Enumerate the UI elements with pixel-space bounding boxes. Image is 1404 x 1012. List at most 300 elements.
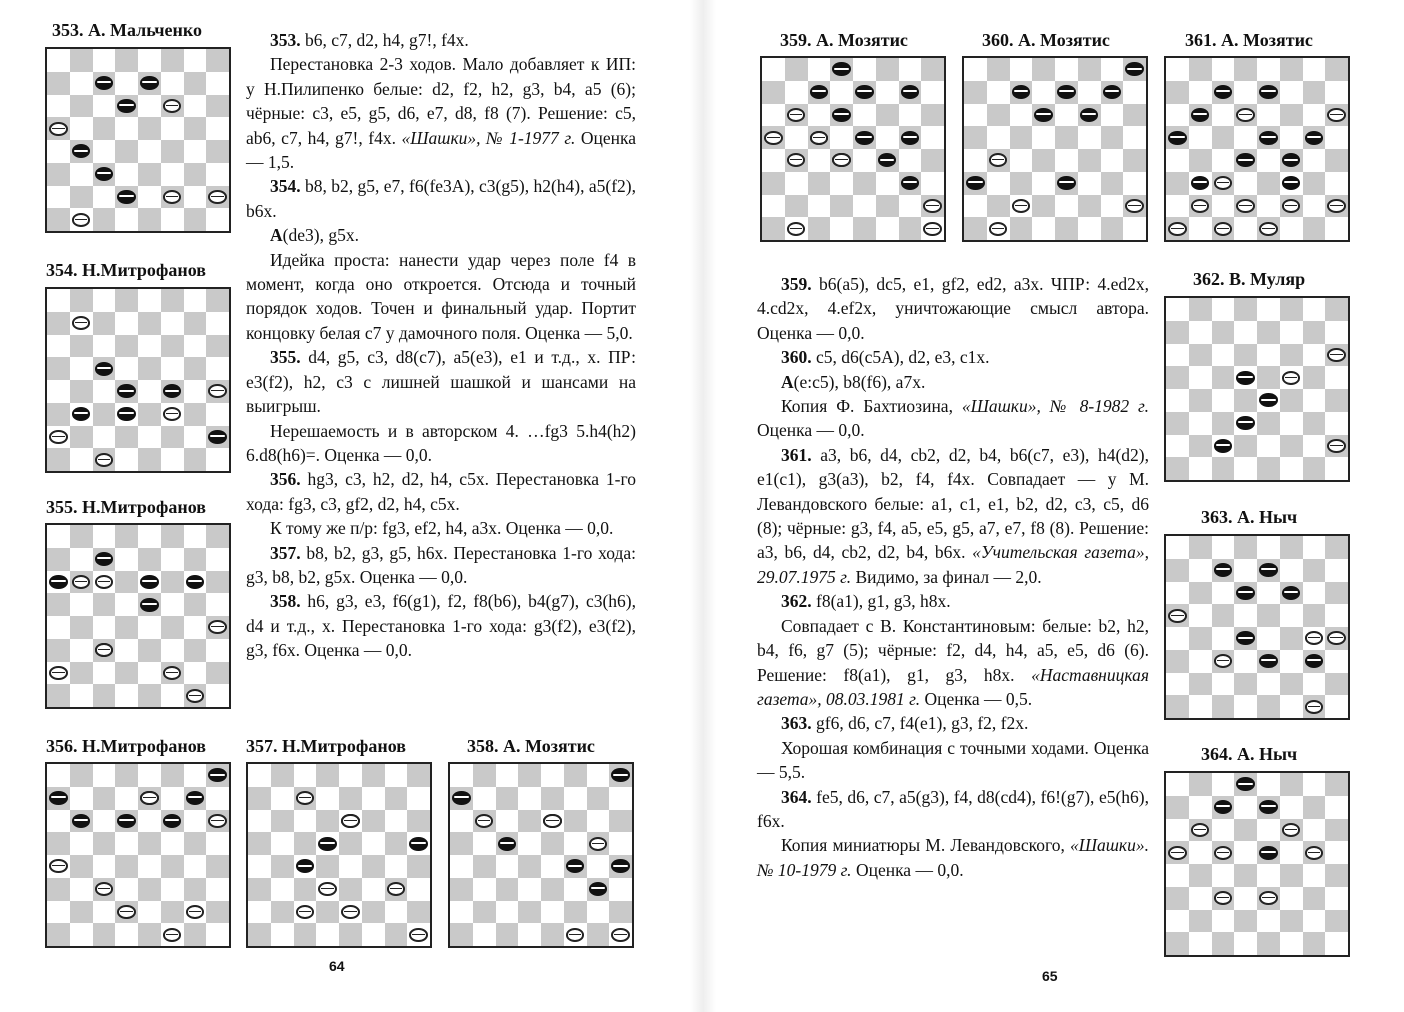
white-checker-piece bbox=[764, 131, 783, 145]
dark-square bbox=[1166, 366, 1189, 389]
dark-square bbox=[1212, 695, 1235, 718]
diagram-title-360: 360. А. Мозятис bbox=[982, 30, 1110, 50]
dark-square bbox=[115, 335, 138, 358]
diagram-title-355: 355. Н.Митрофанов bbox=[46, 497, 207, 517]
white-checker-piece bbox=[1282, 823, 1301, 837]
white-checker-piece bbox=[1305, 631, 1324, 645]
solution-text: b6, c7, d2, h4, g7!, f4х. bbox=[300, 30, 469, 50]
rating-text: Видимо, за финал — 2,0. bbox=[851, 566, 1042, 587]
white-checker-piece bbox=[49, 859, 68, 873]
dark-square bbox=[138, 117, 161, 140]
solution-text: h6, g3, e3, f6(g1), f2, f8(b6), b4(g7), c3(h6), d4 и т.д., х. Перестановка 1-го хода: g3(f2), e3(f2), g3, f6х. Оценка — 0,0. bbox=[246, 591, 636, 661]
dark-square bbox=[362, 810, 385, 833]
dark-square bbox=[271, 810, 294, 833]
solution-paragraph bbox=[757, 785, 1149, 834]
white-checker-piece bbox=[1282, 199, 1301, 213]
checkers-board-361 bbox=[1164, 56, 1350, 242]
black-checker-piece bbox=[1282, 586, 1301, 600]
checkers-board-364 bbox=[1164, 771, 1350, 957]
black-checker-piece bbox=[966, 176, 985, 190]
solution-text: Совпадает с В. Константиновым: белые: b2, h2, b4, f6, g7 (5); чёрные: f2, d4, h4, a5, e5, d6 (6). Решение: f8(a1), g1, g3, h8х. bbox=[757, 615, 1149, 685]
white-checker-piece bbox=[208, 190, 227, 204]
dark-square bbox=[1189, 149, 1212, 172]
diagram-title-357: 357. Н.Митрофанов bbox=[246, 736, 407, 756]
black-checker-piece bbox=[1168, 131, 1187, 145]
dark-square bbox=[1303, 932, 1326, 955]
dark-square bbox=[115, 140, 138, 163]
black-checker-piece bbox=[117, 407, 136, 421]
dark-square bbox=[206, 95, 229, 118]
white-checker-piece bbox=[787, 108, 806, 122]
solution-number: 358. bbox=[270, 591, 301, 612]
dark-square bbox=[47, 208, 70, 231]
white-checker-piece bbox=[72, 316, 91, 330]
dark-square bbox=[1055, 217, 1078, 240]
black-checker-piece bbox=[498, 837, 517, 851]
black-checker-piece bbox=[1236, 586, 1255, 600]
dark-square bbox=[1166, 650, 1189, 673]
dark-square bbox=[1166, 457, 1189, 480]
white-checker-piece bbox=[49, 666, 68, 680]
solution-text: Нерешаемость и в авторском 4. …fg3 5.h4(h2) 6.d8(h6)=. Оценка — 0,0. bbox=[246, 420, 636, 465]
dark-square bbox=[987, 58, 1010, 81]
source-citation: «Шашки». № 10-1979 г. bbox=[757, 835, 1149, 880]
dark-square bbox=[1325, 673, 1348, 696]
dark-square bbox=[407, 764, 430, 787]
dark-square bbox=[1166, 796, 1189, 819]
dark-square bbox=[339, 832, 362, 855]
solution-paragraph bbox=[246, 248, 636, 346]
white-checker-piece bbox=[341, 814, 360, 828]
dark-square bbox=[206, 140, 229, 163]
black-checker-piece bbox=[1259, 563, 1278, 577]
dark-square bbox=[876, 195, 899, 218]
dark-square bbox=[47, 163, 70, 186]
white-checker-piece bbox=[1305, 700, 1324, 714]
dark-square bbox=[206, 335, 229, 358]
dark-square bbox=[1101, 126, 1124, 149]
solution-paragraph bbox=[757, 614, 1149, 712]
dark-square bbox=[1303, 457, 1326, 480]
dark-square bbox=[47, 448, 70, 471]
dark-square bbox=[93, 684, 116, 707]
dark-square bbox=[407, 855, 430, 878]
solution-number: 360. bbox=[781, 347, 812, 368]
diagram-title-353: 353. А. Мальченко bbox=[52, 20, 203, 40]
dark-square bbox=[385, 832, 408, 855]
dark-square bbox=[473, 901, 496, 924]
dark-square bbox=[184, 548, 207, 571]
solution-number: 353. bbox=[270, 30, 301, 50]
dark-square bbox=[1303, 321, 1326, 344]
dark-square bbox=[1325, 389, 1348, 412]
dark-square bbox=[70, 855, 93, 878]
dark-square bbox=[47, 357, 70, 380]
dark-square bbox=[271, 901, 294, 924]
dark-square bbox=[964, 217, 987, 240]
dark-square bbox=[1010, 126, 1033, 149]
dark-square bbox=[1189, 673, 1212, 696]
white-checker-piece bbox=[1012, 199, 1031, 213]
book-spine bbox=[690, 0, 716, 1012]
dark-square bbox=[1055, 126, 1078, 149]
dark-square bbox=[47, 923, 70, 946]
source-citation: «Наставницкая газета», 08.03.1981 г. bbox=[757, 664, 1149, 709]
solution-text: b8, b2, g5, e7, f6(fe3A), c3(g5), h2(h4), a5(f2), b6х. bbox=[246, 176, 636, 221]
white-checker-piece bbox=[923, 199, 942, 213]
dark-square bbox=[93, 312, 116, 335]
dark-square bbox=[518, 855, 541, 878]
dark-square bbox=[1078, 149, 1101, 172]
dark-square bbox=[93, 832, 116, 855]
solution-paragraph bbox=[757, 711, 1149, 735]
dark-square bbox=[161, 764, 184, 787]
solution-paragraph bbox=[246, 467, 636, 516]
dark-square bbox=[1212, 457, 1235, 480]
dark-square bbox=[184, 832, 207, 855]
dark-square bbox=[1032, 58, 1055, 81]
rating-text: Оценка — 1,5. bbox=[246, 127, 637, 173]
dark-square bbox=[161, 525, 184, 548]
dark-square bbox=[206, 571, 229, 594]
diagram-title-358: 358. А. Мозятис bbox=[467, 736, 595, 756]
dark-square bbox=[1166, 695, 1189, 718]
solution-text: a3, b6, d4, cb2, d2, b4, b6(c7, e3), h4(d2), e1(c1), g3(a3), b2, f4, f4х. Совпадает — у М. Левандовского белые: a1, c1, e1, b2, d2, c3, c5, d6 (8); чёрные: g3, f4, a5, e5, g5, a7, e7, f8 (8). Решение: a3, b6, d4, cb2, d2, b4, b6х. bbox=[757, 444, 1149, 563]
dark-square bbox=[1212, 321, 1235, 344]
dark-square bbox=[609, 810, 632, 833]
dark-square bbox=[70, 525, 93, 548]
dark-square bbox=[1303, 604, 1326, 627]
white-checker-piece bbox=[1259, 222, 1278, 236]
dark-square bbox=[47, 832, 70, 855]
dark-square bbox=[1257, 695, 1280, 718]
dark-square bbox=[1166, 321, 1189, 344]
dark-square bbox=[921, 104, 944, 127]
solution-paragraph bbox=[246, 28, 636, 52]
dark-square bbox=[316, 764, 339, 787]
solution-number: 359. bbox=[781, 274, 812, 294]
black-checker-piece bbox=[49, 791, 68, 805]
rating-text: Оценка — 0,0. bbox=[851, 859, 964, 880]
dark-square bbox=[1234, 536, 1257, 559]
dark-square bbox=[564, 764, 587, 787]
dark-square bbox=[93, 593, 116, 616]
dark-square bbox=[808, 172, 831, 195]
dark-square bbox=[115, 616, 138, 639]
white-checker-piece bbox=[72, 575, 91, 589]
dark-square bbox=[1280, 344, 1303, 367]
dark-square bbox=[1189, 773, 1212, 796]
black-checker-piece bbox=[95, 362, 114, 376]
dark-square bbox=[1325, 58, 1348, 81]
dark-square bbox=[316, 810, 339, 833]
dark-square bbox=[248, 832, 271, 855]
black-checker-piece bbox=[140, 598, 159, 612]
dark-square bbox=[1325, 149, 1348, 172]
dark-square bbox=[184, 593, 207, 616]
white-checker-piece bbox=[95, 453, 114, 467]
dark-square bbox=[161, 855, 184, 878]
dark-square bbox=[161, 49, 184, 72]
dark-square bbox=[964, 126, 987, 149]
dark-square bbox=[1303, 559, 1326, 582]
solution-number: 361. bbox=[781, 444, 812, 465]
dark-square bbox=[138, 208, 161, 231]
dark-square bbox=[70, 289, 93, 312]
solution-paragraph bbox=[246, 174, 636, 223]
dark-square bbox=[1212, 412, 1235, 435]
dark-square bbox=[1325, 773, 1348, 796]
solution-text: gf6, d6, c7, f4(e1), g3, f2, f2х. bbox=[811, 713, 1029, 734]
white-checker-piece bbox=[72, 213, 91, 227]
dark-square bbox=[1166, 932, 1189, 955]
checkers-board-357 bbox=[246, 762, 432, 948]
solution-paragraph bbox=[246, 589, 636, 662]
white-checker-piece bbox=[1327, 108, 1346, 122]
dark-square bbox=[1280, 435, 1303, 458]
diagram-title-363: 363. А. Ныч bbox=[1201, 507, 1298, 527]
dark-square bbox=[138, 684, 161, 707]
left-solutions-text bbox=[246, 28, 636, 663]
white-checker-piece bbox=[475, 814, 494, 828]
dark-square bbox=[1303, 366, 1326, 389]
checkers-board-354 bbox=[45, 287, 231, 473]
dark-square bbox=[1257, 604, 1280, 627]
dark-square bbox=[1303, 412, 1326, 435]
dark-square bbox=[184, 208, 207, 231]
solution-text: f8(a1), g1, g3, h8х. bbox=[811, 591, 951, 612]
dark-square bbox=[206, 289, 229, 312]
dark-square bbox=[1280, 58, 1303, 81]
dark-square bbox=[1234, 344, 1257, 367]
dark-square bbox=[496, 923, 519, 946]
dark-square bbox=[1189, 389, 1212, 412]
white-checker-piece bbox=[923, 222, 942, 236]
dark-square bbox=[587, 787, 610, 810]
solution-paragraph bbox=[757, 394, 1149, 443]
white-checker-piece bbox=[341, 905, 360, 919]
black-checker-piece bbox=[1259, 800, 1278, 814]
dark-square bbox=[1303, 217, 1326, 240]
white-checker-piece bbox=[611, 928, 630, 942]
dark-square bbox=[138, 163, 161, 186]
white-checker-piece bbox=[296, 905, 315, 919]
dark-square bbox=[1325, 536, 1348, 559]
dark-square bbox=[206, 662, 229, 685]
dark-square bbox=[184, 403, 207, 426]
dark-square bbox=[496, 878, 519, 901]
dark-square bbox=[70, 95, 93, 118]
dark-square bbox=[1303, 172, 1326, 195]
black-checker-piece bbox=[855, 85, 874, 99]
dark-square bbox=[1280, 864, 1303, 887]
dark-square bbox=[1280, 389, 1303, 412]
dark-square bbox=[1234, 673, 1257, 696]
source-citation: «Шашки», № 8-1982 г. bbox=[961, 396, 1149, 417]
black-checker-piece bbox=[832, 108, 851, 122]
solution-paragraph bbox=[757, 345, 1149, 369]
dark-square bbox=[473, 764, 496, 787]
dark-square bbox=[1257, 172, 1280, 195]
dark-square bbox=[385, 923, 408, 946]
black-checker-piece bbox=[1236, 371, 1255, 385]
dark-square bbox=[161, 616, 184, 639]
white-checker-piece bbox=[810, 131, 829, 145]
white-checker-piece bbox=[1214, 846, 1233, 860]
dark-square bbox=[1166, 172, 1189, 195]
dark-square bbox=[362, 855, 385, 878]
dark-square bbox=[47, 312, 70, 335]
dark-square bbox=[115, 855, 138, 878]
dark-square bbox=[115, 764, 138, 787]
solution-paragraph bbox=[246, 516, 636, 540]
dark-square bbox=[541, 878, 564, 901]
white-checker-piece bbox=[1191, 199, 1210, 213]
white-checker-piece bbox=[543, 814, 562, 828]
solution-text: Копия Ф. Бахтиозина, bbox=[781, 396, 962, 417]
solution-text: (e:c5), b8(f6), a7х. bbox=[793, 371, 926, 392]
white-checker-piece bbox=[163, 407, 182, 421]
white-checker-piece bbox=[1191, 823, 1210, 837]
dark-square bbox=[853, 172, 876, 195]
dark-square bbox=[70, 335, 93, 358]
black-checker-piece bbox=[901, 131, 920, 145]
dark-square bbox=[587, 923, 610, 946]
solution-number: 354. bbox=[270, 176, 301, 197]
checkers-board-355 bbox=[45, 523, 231, 709]
dark-square bbox=[808, 217, 831, 240]
page-number-left: 64 bbox=[329, 958, 345, 974]
dark-square bbox=[93, 208, 116, 231]
checkers-board-359 bbox=[760, 56, 946, 242]
diagram-title-364: 364. А. Ныч bbox=[1201, 744, 1298, 764]
dark-square bbox=[294, 832, 317, 855]
dark-square bbox=[206, 855, 229, 878]
dark-square bbox=[47, 684, 70, 707]
rating-text: Оценка — 0,5. bbox=[920, 688, 1033, 709]
checkers-board-363 bbox=[1164, 534, 1350, 720]
black-checker-piece bbox=[1191, 108, 1210, 122]
white-checker-piece bbox=[1214, 222, 1233, 236]
black-checker-piece bbox=[186, 575, 205, 589]
white-checker-piece bbox=[49, 122, 68, 136]
black-checker-piece bbox=[1034, 108, 1053, 122]
dark-square bbox=[1325, 910, 1348, 933]
dark-square bbox=[921, 149, 944, 172]
solution-number: A bbox=[270, 225, 283, 246]
solution-number: A bbox=[781, 371, 794, 392]
dark-square bbox=[1212, 366, 1235, 389]
dark-square bbox=[450, 832, 473, 855]
dark-square bbox=[1257, 366, 1280, 389]
dark-square bbox=[339, 878, 362, 901]
white-checker-piece bbox=[566, 928, 585, 942]
solution-number: 363. bbox=[781, 713, 812, 734]
black-checker-piece bbox=[318, 837, 337, 851]
black-checker-piece bbox=[72, 407, 91, 421]
dark-square bbox=[294, 878, 317, 901]
diagram-title-356: 356. Н.Митрофанов bbox=[46, 736, 207, 756]
dark-square bbox=[1280, 536, 1303, 559]
dark-square bbox=[70, 49, 93, 72]
dark-square bbox=[1325, 819, 1348, 842]
dark-square bbox=[496, 787, 519, 810]
dark-square bbox=[1257, 457, 1280, 480]
dark-square bbox=[1234, 389, 1257, 412]
dark-square bbox=[541, 832, 564, 855]
dark-square bbox=[184, 163, 207, 186]
dark-square bbox=[206, 525, 229, 548]
dark-square bbox=[1166, 559, 1189, 582]
black-checker-piece bbox=[117, 190, 136, 204]
dark-square bbox=[1325, 582, 1348, 605]
black-checker-piece bbox=[117, 814, 136, 828]
dark-square bbox=[138, 312, 161, 335]
dark-square bbox=[1280, 298, 1303, 321]
dark-square bbox=[184, 878, 207, 901]
dark-square bbox=[161, 335, 184, 358]
dark-square bbox=[1234, 298, 1257, 321]
dark-square bbox=[1280, 910, 1303, 933]
white-checker-piece bbox=[186, 689, 205, 703]
checkers-board-362 bbox=[1164, 296, 1350, 482]
dark-square bbox=[138, 832, 161, 855]
solution-paragraph bbox=[246, 419, 636, 468]
dark-square bbox=[70, 380, 93, 403]
dark-square bbox=[184, 448, 207, 471]
black-checker-piece bbox=[1259, 85, 1278, 99]
dark-square bbox=[115, 525, 138, 548]
dark-square bbox=[762, 217, 785, 240]
dark-square bbox=[1303, 887, 1326, 910]
solution-text: b8, b2, g3, g5, h6х. Перестановка 1-го хода: g3, b8, b2, g5х. Оценка — 0,0. bbox=[246, 542, 636, 587]
dark-square bbox=[1325, 298, 1348, 321]
dark-square bbox=[1280, 104, 1303, 127]
dark-square bbox=[1189, 582, 1212, 605]
black-checker-piece bbox=[140, 575, 159, 589]
solution-text: d4, g5, c3, d8(c7), a5(e3), e1 и т.д., х. ПР: e3(f2), h2, c3 с лишней шашкой и шансами на выигрыш. bbox=[246, 347, 636, 417]
white-checker-piece bbox=[1327, 439, 1346, 453]
white-checker-piece bbox=[787, 222, 806, 236]
dark-square bbox=[785, 58, 808, 81]
dark-square bbox=[1189, 298, 1212, 321]
white-checker-piece bbox=[163, 666, 182, 680]
white-checker-piece bbox=[1327, 348, 1346, 362]
black-checker-piece bbox=[409, 837, 428, 851]
dark-square bbox=[1234, 58, 1257, 81]
dark-square bbox=[876, 104, 899, 127]
white-checker-piece bbox=[1168, 846, 1187, 860]
dark-square bbox=[1257, 412, 1280, 435]
black-checker-piece bbox=[117, 99, 136, 113]
dark-square bbox=[138, 403, 161, 426]
diagram-title-354: 354. Н.Митрофанов bbox=[46, 260, 207, 280]
dark-square bbox=[564, 901, 587, 924]
dark-square bbox=[93, 403, 116, 426]
solution-paragraph bbox=[757, 833, 1149, 882]
solution-text: b6(a5), dc5, e1, gf2, ed2, a3х. ЧПР: 4.ed2х, 4.cd2х, 4.ef2х, уничтожающие смысл автора. Оценка — 0,0. bbox=[757, 274, 1149, 343]
solution-text: fe5, d6, c7, a5(g3), f4, d8(cd4), f6!(g7), e5(h6), f6х. bbox=[757, 786, 1149, 831]
dark-square bbox=[161, 571, 184, 594]
dark-square bbox=[70, 616, 93, 639]
dark-square bbox=[70, 186, 93, 209]
dark-square bbox=[138, 548, 161, 571]
dark-square bbox=[161, 140, 184, 163]
dark-square bbox=[385, 787, 408, 810]
black-checker-piece bbox=[1236, 416, 1255, 430]
dark-square bbox=[206, 49, 229, 72]
black-checker-piece bbox=[1305, 131, 1324, 145]
